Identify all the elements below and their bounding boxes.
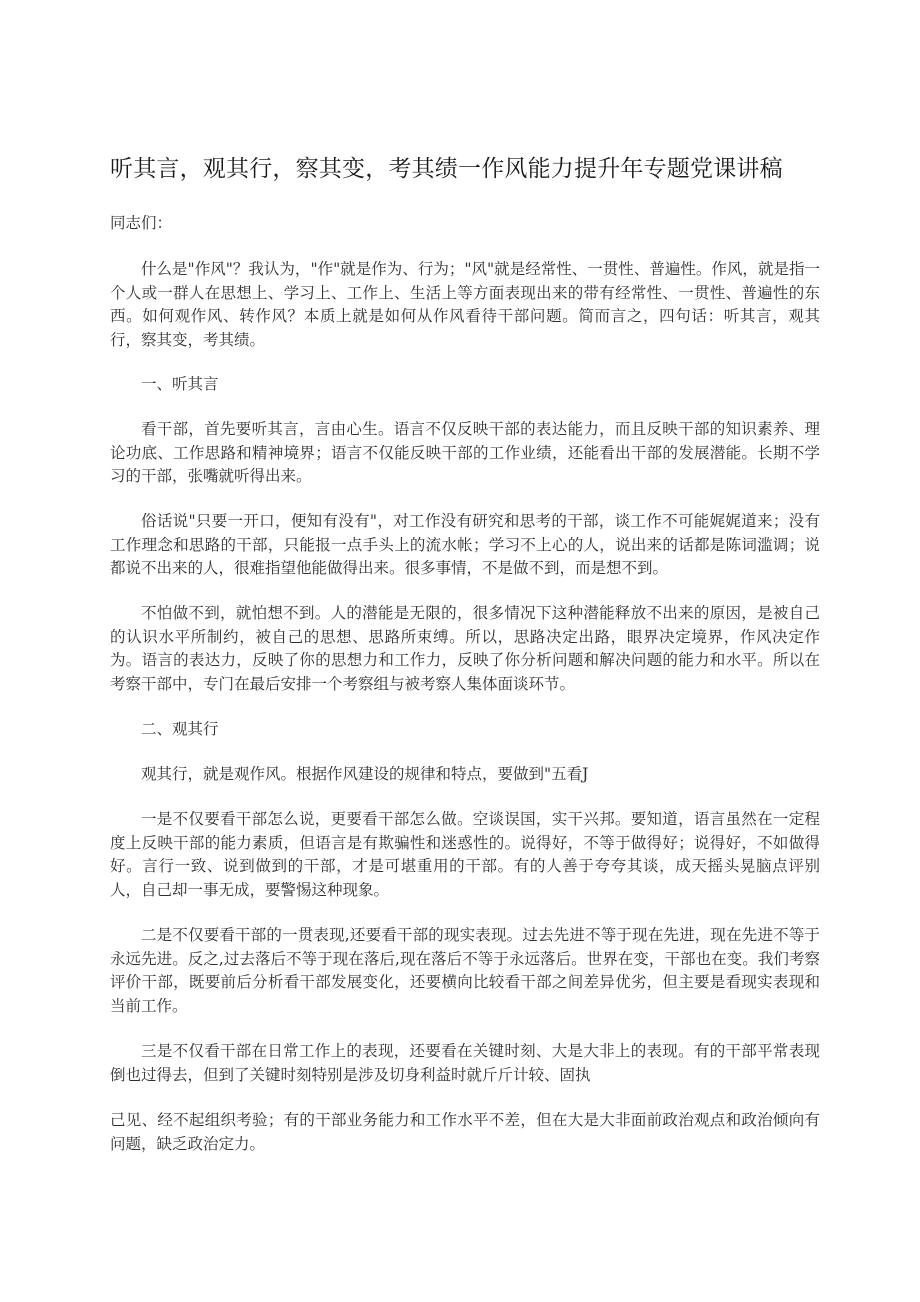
document-title: 听其言，观其行，察其变，考其绩一作风能力提升年专题党课讲稿 <box>110 156 783 182</box>
paragraph-observe-3-continued: 己见、经不起组织考验；有的干部业务能力和工作水平不差，但在大是大非面前政治观点和政治倾向有问题，缺乏政治定力。 <box>110 1111 820 1153</box>
paragraph-listen-1: 看干部，首先要听其言，言由心生。语言不仅反映干部的表达能力，而且反映干部的知识素养、理论功底、工作思路和精神境界；语言不仅能反映干部的工作业绩，还能看出干部的发展潜能。长期不学习的干部，张嘴就听得出来。 <box>110 420 820 485</box>
salutation: 同志们： <box>110 214 173 232</box>
paragraph-listen-3: 不怕做不到，就怕想不到。人的潜能是无限的，很多情况下这种潜能释放不出来的原因，是被自己的认识水平所制约，被自己的思想、思路所束缚。所以，思路决定出路，眼界决定境界，作风决定作为。语言的表达力，反映了你的思想力和工作力，反映了你分析问题和解决问题的能力和水平。所以在考察干部中，专门在最后安排一个考察组与被考察人集体面谈环节。 <box>110 604 820 693</box>
paragraph-observe-3: 三是不仅看干部在日常工作上的表现，还要看在关键时刻、大是大非上的表现。有的干部平常表现倒也过得去，但到了关键时刻特别是涉及切身利益时就斤斤计较、固执 <box>110 1042 820 1084</box>
paragraph-observe-2: 二是不仅要看干部的一贯表现,还要看干部的现实表现。过去先进不等于现在先进，现在先进不等于永远先进。反之,过去落后不等于现在落后,现在落后不等于永远落后。世界在变，干部也在变。我们考察评价干部，既要前后分析看干部发展变化，还要横向比较看干部之间差异优劣，但主要是看现实表现和当前工作。 <box>110 926 820 1015</box>
paragraph-listen-2: 俗话说"只要一开口，便知有没有"，对工作没有研究和思考的干部，谈工作不可能娓娓道来；没有工作理念和思路的干部，只能报一点手头上的流水帐；学习不上心的人，说出来的话都是陈词滥调；说都说不出来的人，很难指望他能做得出来。很多事情，不是做不到，而是想不到。 <box>110 512 820 577</box>
paragraph-observe-intro: 观其行，就是观作风。根据作风建设的规律和特点，要做到"五看J <box>141 765 589 783</box>
paragraph-observe-1: 一是不仅要看干部怎么说，更要看干部怎么做。空谈误国，实干兴邦。要知道，语言虽然在一定程度上反映干部的能力素质，但语言是有欺骗性和迷惑性的。说得好，不等于做得好；说得好，不如做得好。言行一致、说到做到的干部，才是可堪重用的干部。有的人善于夸夸其谈，成天摇头晃脑点评别人，自己却一事无成，要警惕这种现象。 <box>110 810 820 899</box>
paragraph-intro: 什么是"作风"？我认为，"作"就是作为、行为；"风"就是经常性、一贯性、普遍性。作风，就是指一个人或一群人在思想上、学习上、工作上、生活上等方面表现出来的带有经常性、一贯性、普遍性的东西。如何观作风、转作风？本质上就是如何从作风看待干部问题。简而言之，四句话：听其言，观其行，察其变，考其绩。 <box>110 260 820 349</box>
section-heading-listen: 一、听其言 <box>141 375 219 393</box>
section-heading-observe: 二、观其行 <box>141 720 219 738</box>
